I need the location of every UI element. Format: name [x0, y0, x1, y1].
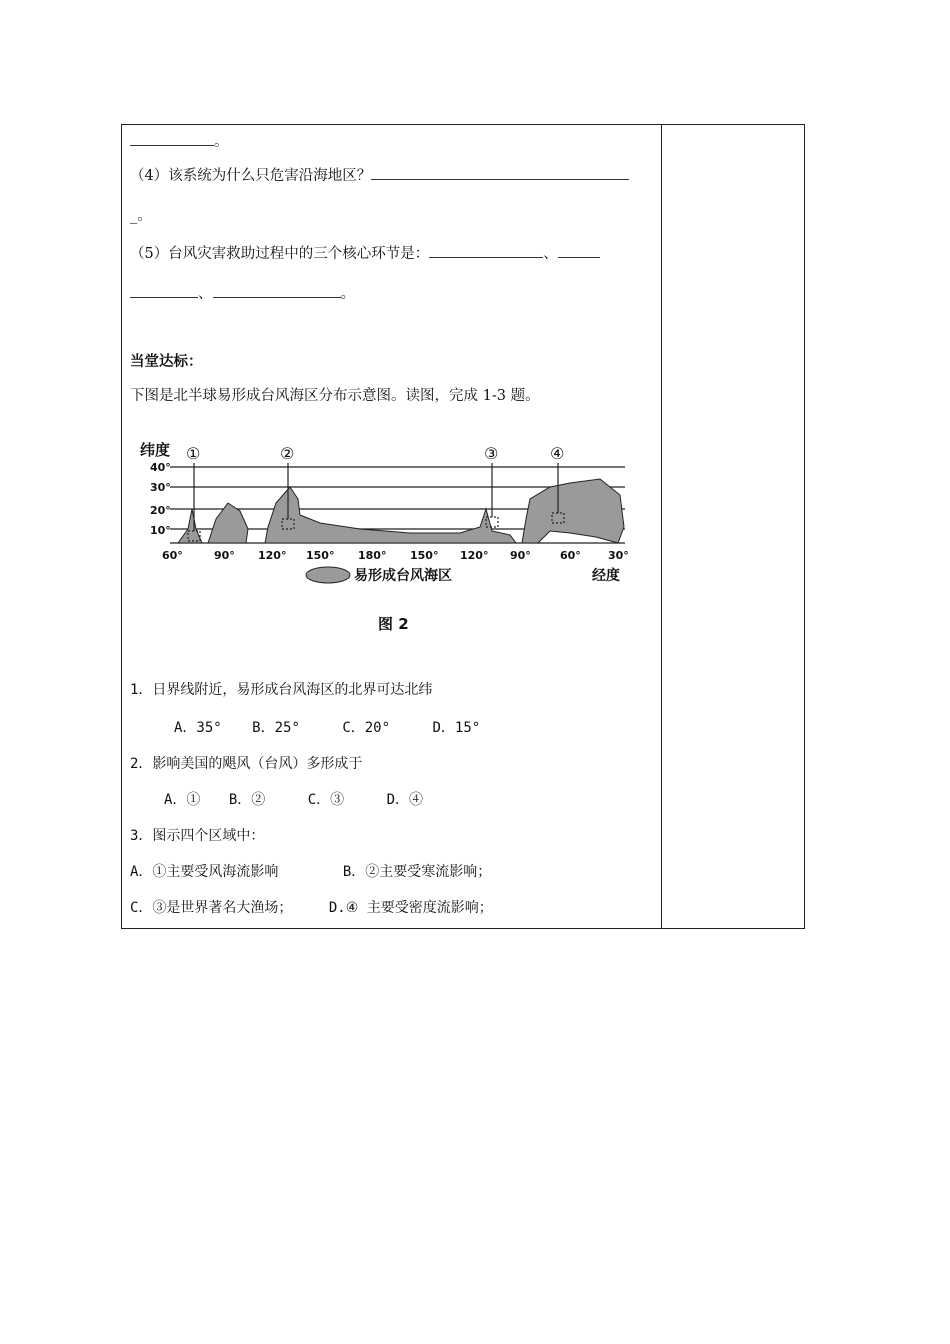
option-d[interactable]: D．④ [386, 792, 424, 808]
marker-3: ③ [484, 444, 499, 463]
option-b[interactable]: B．② [228, 792, 266, 808]
y-axis-label: 纬度 [140, 441, 171, 459]
question-4: （4）该系统为什么只危害沿海地区？ [130, 167, 629, 185]
x-tick: 60° [162, 549, 183, 562]
marker-1: ① [186, 444, 201, 463]
x-axis-label: 经度 [592, 568, 620, 584]
option-d[interactable]: D．15° [432, 720, 481, 736]
x-tick: 60° [560, 549, 581, 562]
answer-blank-q4[interactable] [371, 167, 629, 180]
option-a[interactable]: A．① [164, 792, 201, 808]
x-tick: 120° [460, 549, 489, 562]
y-tick: 20° [150, 504, 171, 517]
marker-4: ④ [550, 444, 565, 463]
y-tick: 30° [150, 481, 171, 494]
x-tick: 180° [358, 549, 387, 562]
answer-blank-q5-2b[interactable] [130, 285, 198, 298]
answer-blank-q5-1[interactable] [429, 245, 543, 258]
question-3-options-row2 [130, 899, 493, 917]
question-1-options [174, 719, 480, 737]
region-1 [178, 509, 202, 543]
x-tick: 30° [608, 549, 629, 562]
typhoon-map-svg [130, 419, 635, 644]
option-c[interactable]: C．20° [342, 720, 391, 736]
option-d[interactable]: D.④ 主要受密度流影响； [328, 900, 493, 916]
option-a[interactable]: A．①主要受风海流影响 [130, 864, 279, 880]
x-tick: 90° [510, 549, 531, 562]
question-2-options [164, 791, 423, 809]
x-tick: 120° [258, 549, 287, 562]
marker-2: ② [280, 444, 295, 463]
answer-blank-q5-2a[interactable] [558, 245, 600, 258]
column-divider [661, 125, 662, 928]
x-tick: 150° [306, 549, 335, 562]
answer-blank[interactable] [130, 133, 214, 146]
figure-caption: 图 2 [378, 615, 409, 633]
page-table [121, 124, 805, 929]
option-a[interactable]: A．35° [174, 720, 222, 736]
previous-answer-line: 。 [130, 133, 229, 151]
typhoon-map-figure [130, 419, 635, 644]
question-1-stem: 1．日界线附近，易形成台风海区的北界可达北纬 [130, 682, 433, 698]
question-5: （5）台风灾害救助过程中的三个核心环节是： 、 [130, 245, 600, 263]
option-c[interactable]: C．③ [307, 792, 345, 808]
y-tick: 10° [150, 524, 171, 537]
region-4 [522, 479, 624, 543]
question-3-options-row1 [130, 863, 491, 881]
question-2-stem: 2．影响美国的飓风（台风）多形成于 [130, 756, 363, 772]
x-tick: 90° [214, 549, 235, 562]
answer-blank-q5-3[interactable] [213, 285, 341, 298]
region-2-3 [265, 487, 516, 543]
question-3-stem: 3．图示四个区域中： [130, 828, 265, 844]
question-4-line2: _。 [130, 208, 152, 224]
option-b[interactable]: B．25° [252, 720, 300, 736]
question-5-line2: 、 。 [130, 285, 355, 303]
legend-label: 易形成台风海区 [354, 568, 452, 584]
y-tick: 40° [150, 461, 171, 474]
x-tick: 150° [410, 549, 439, 562]
figure-intro: 下图是北半球易形成台风海区分布示意图。读图，完成 1-3 题。 [130, 388, 540, 404]
legend-swatch [306, 567, 350, 583]
option-b[interactable]: B．②主要受寒流影响； [342, 864, 492, 880]
option-c[interactable]: C．③是世界著名大渔场； [130, 900, 293, 916]
section-title: 当堂达标： [130, 354, 203, 370]
